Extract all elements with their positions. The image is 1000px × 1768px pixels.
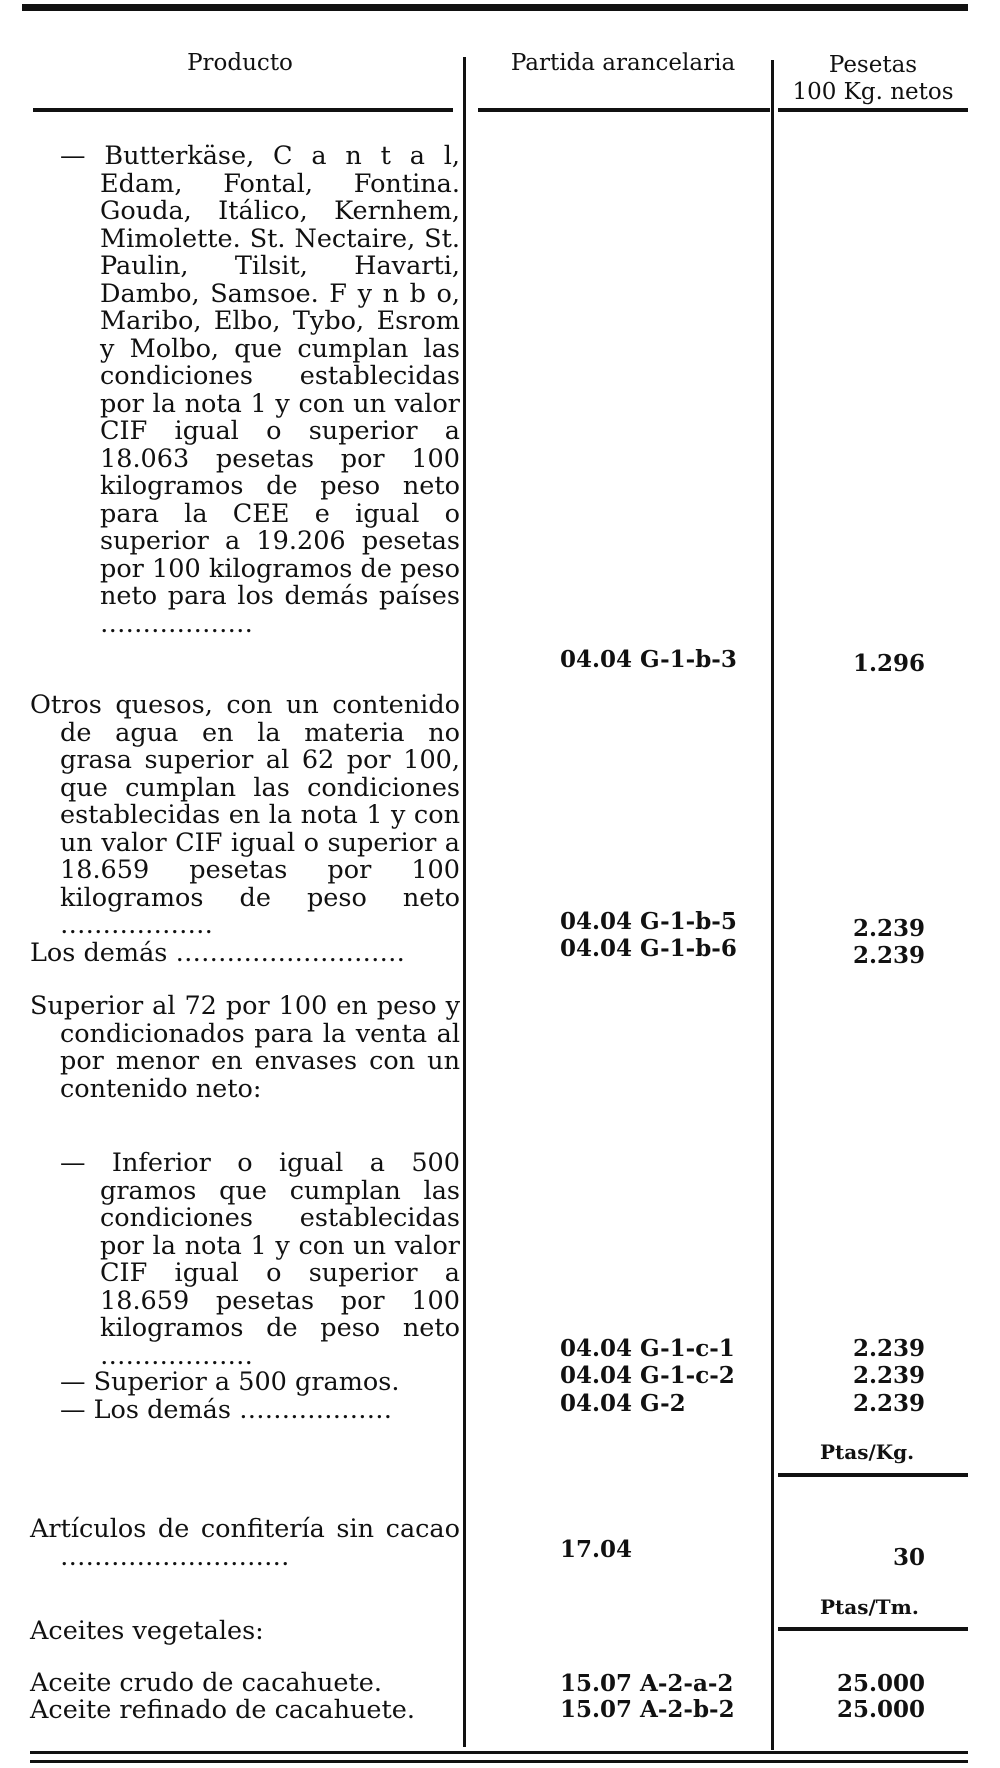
bottom-rule-1 — [30, 1751, 968, 1754]
unit-ptas-tm: Ptas/Tm. — [820, 1595, 919, 1619]
unit-rule-ptas-kg — [778, 1473, 968, 1477]
header-rule-pesetas — [778, 108, 968, 112]
row-12-product: Aceite refinado de cacahuete. — [30, 1695, 415, 1725]
row-3-product: Superior al 72 por 100 en peso y condicionados para la venta al por menor en envases con un contenido neto: — [30, 991, 460, 1104]
row-2-code: 04.04 G-1-b-6 — [560, 935, 737, 962]
row-11-code: 15.07 A-2-a-2 — [560, 1670, 734, 1697]
row-10-product: Aceites vegetales: — [30, 1616, 264, 1646]
unit-rule-ptas-tm — [778, 1627, 968, 1631]
row-12-code: 15.07 A-2-b-2 — [560, 1696, 735, 1723]
row-5-value: 2.239 — [852, 1362, 925, 1389]
row-1-product: Otros quesos, con un contenido de agua en la materia no grasa superior al 62 por 100, que cumplan las condiciones establecidas en la nota 1 y con un valor CIF igual o superior a 18.659 pesetas por 100 kilogramos de peso neto ……………… — [30, 690, 460, 940]
top-rule — [22, 4, 968, 11]
column-separator-2 — [771, 60, 774, 1750]
row-0-code: 04.04 G-1-b-3 — [560, 646, 737, 673]
unit-ptas-kg: Ptas/Kg. — [820, 1440, 915, 1464]
row-1-value: 2.239 — [852, 915, 925, 942]
header-rule-product — [33, 108, 453, 112]
row-5-code: 04.04 G-1-c-2 — [560, 1362, 735, 1389]
row-11-product: Aceite crudo de cacahuete. — [30, 1668, 382, 1698]
header-product: Producto — [187, 50, 293, 76]
row-0-product: — Butterkäse, C a n t a l, Edam, Fontal, Fontina. Gouda, Itálico, Kernhem, Mimolette. St. Nectaire, St. Paulin, Tilsit, Havarti, Dambo, Samsoe. F y n b o, Maribo, Elbo, Tybo, Esrom y Molbo, que cumplan las condiciones establecidas por la nota 1 y con un valor CIF igual o superior a 18.063 pesetas por 100 kilogramos de peso neto para la CEE e igual o superior a 19.206 pesetas por 100 kilogramos de peso neto para los demás países ……………… — [60, 141, 460, 639]
row-0-value: 1.296 — [852, 650, 925, 677]
header-pesetas: Pesetas 100 Kg. netos — [792, 52, 954, 105]
column-separator-1 — [463, 57, 466, 1747]
header-tariff: Partida arancelaria — [510, 50, 736, 76]
row-4-product: — Inferior o igual a 500 gramos que cumplan las condiciones establecidas por la nota 1 y con un valor CIF igual o superior a 18.659 pesetas por 100 kilogramos de peso neto ……………… — [60, 1148, 460, 1371]
row-4-value: 2.239 — [852, 1335, 925, 1362]
row-8-value: 30 — [892, 1544, 925, 1571]
row-2-product: Los demás ……………………… — [30, 938, 405, 968]
row-6-code: 04.04 G-2 — [560, 1390, 686, 1417]
row-4-code: 04.04 G-1-c-1 — [560, 1335, 735, 1362]
row-5-product: — Superior a 500 gramos. — [60, 1367, 400, 1397]
row-12-value: 25.000 — [836, 1696, 925, 1723]
row-1-code: 04.04 G-1-b-5 — [560, 908, 737, 935]
row-11-value: 25.000 — [836, 1670, 925, 1697]
row-2-value: 2.239 — [852, 942, 925, 969]
row-6-value: 2.239 — [852, 1390, 925, 1417]
bottom-rule-2 — [30, 1760, 968, 1763]
row-6-product: — Los demás ……………… — [60, 1395, 393, 1425]
row-8-product: Artículos de confitería sin cacao ……………………… — [30, 1514, 460, 1572]
header-rule-tariff — [478, 108, 770, 112]
row-8-code: 17.04 — [560, 1536, 633, 1563]
